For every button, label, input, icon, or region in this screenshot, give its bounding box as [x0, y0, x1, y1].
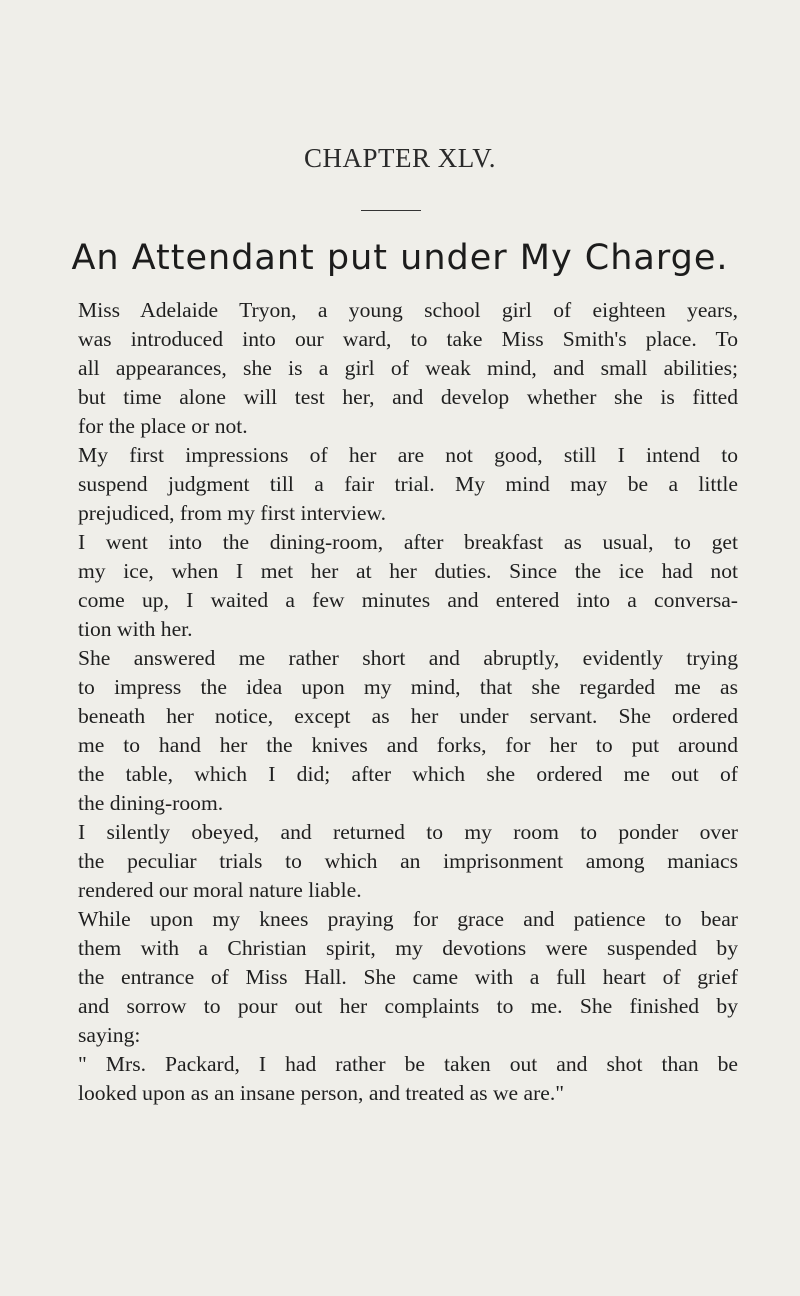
text-line: come up, I waited a few minutes and entered into a conversa-	[78, 588, 738, 612]
chapter-heading: CHAPTER XLV.	[303, 143, 497, 173]
text-line: and sorrow to pour out her complaints to me. She finished by	[78, 994, 738, 1018]
text-line: rendered our moral nature liable.	[78, 878, 362, 902]
text-line: Miss Adelaide Tryon, a young school girl of eighteen years,	[78, 298, 738, 322]
text-line: all appearances, she is a girl of weak mind, and small abilities;	[78, 356, 738, 380]
text-line: the dining-room.	[78, 791, 224, 815]
text-line: my ice, when I met her at her duties. Since the ice had not	[78, 559, 738, 583]
heading-divider	[361, 210, 421, 211]
text-line: I silently obeyed, and returned to my room to ponder over	[78, 820, 738, 844]
text-line: was introduced into our ward, to take Miss Smith's place. To	[78, 327, 738, 351]
text-line: looked upon as an insane person, and treated as we are."	[78, 1081, 565, 1105]
text-line: While upon my knees praying for grace and patience to bear	[78, 907, 738, 931]
text-line: I went into the dining-room, after breakfast as usual, to get	[78, 530, 738, 554]
text-line: prejudiced, from my first interview.	[78, 501, 387, 525]
text-line: saying:	[78, 1023, 141, 1047]
text-line: for the place or not.	[78, 414, 248, 438]
section-heading: An Attendant put under My Charge.	[71, 238, 729, 278]
text-line: the peculiar trials to which an imprisonment among maniacs	[78, 849, 738, 873]
text-line: beneath her notice, except as her under servant. She ordered	[78, 704, 738, 728]
text-line: the entrance of Miss Hall. She came with a full heart of grief	[78, 965, 738, 989]
text-line: me to hand her the knives and forks, for her to put around	[78, 733, 738, 757]
text-line: tion with her.	[78, 617, 193, 641]
text-line: She answered me rather short and abruptly, evidently trying	[78, 646, 738, 670]
text-line: the table, which I did; after which she ordered me out of	[78, 762, 738, 786]
body-text	[78, 296, 738, 1108]
text-line: but time alone will test her, and develop whether she is fitted	[78, 385, 738, 409]
text-line: suspend judgment till a fair trial. My mind may be a little	[78, 472, 738, 496]
text-line: to impress the idea upon my mind, that she regarded me as	[78, 675, 738, 699]
text-line: My first impressions of her are not good, still I intend to	[78, 443, 738, 467]
text-line: them with a Christian spirit, my devotions were suspended by	[78, 936, 738, 960]
text-line: " Mrs. Packard, I had rather be taken out and shot than be	[78, 1052, 738, 1076]
